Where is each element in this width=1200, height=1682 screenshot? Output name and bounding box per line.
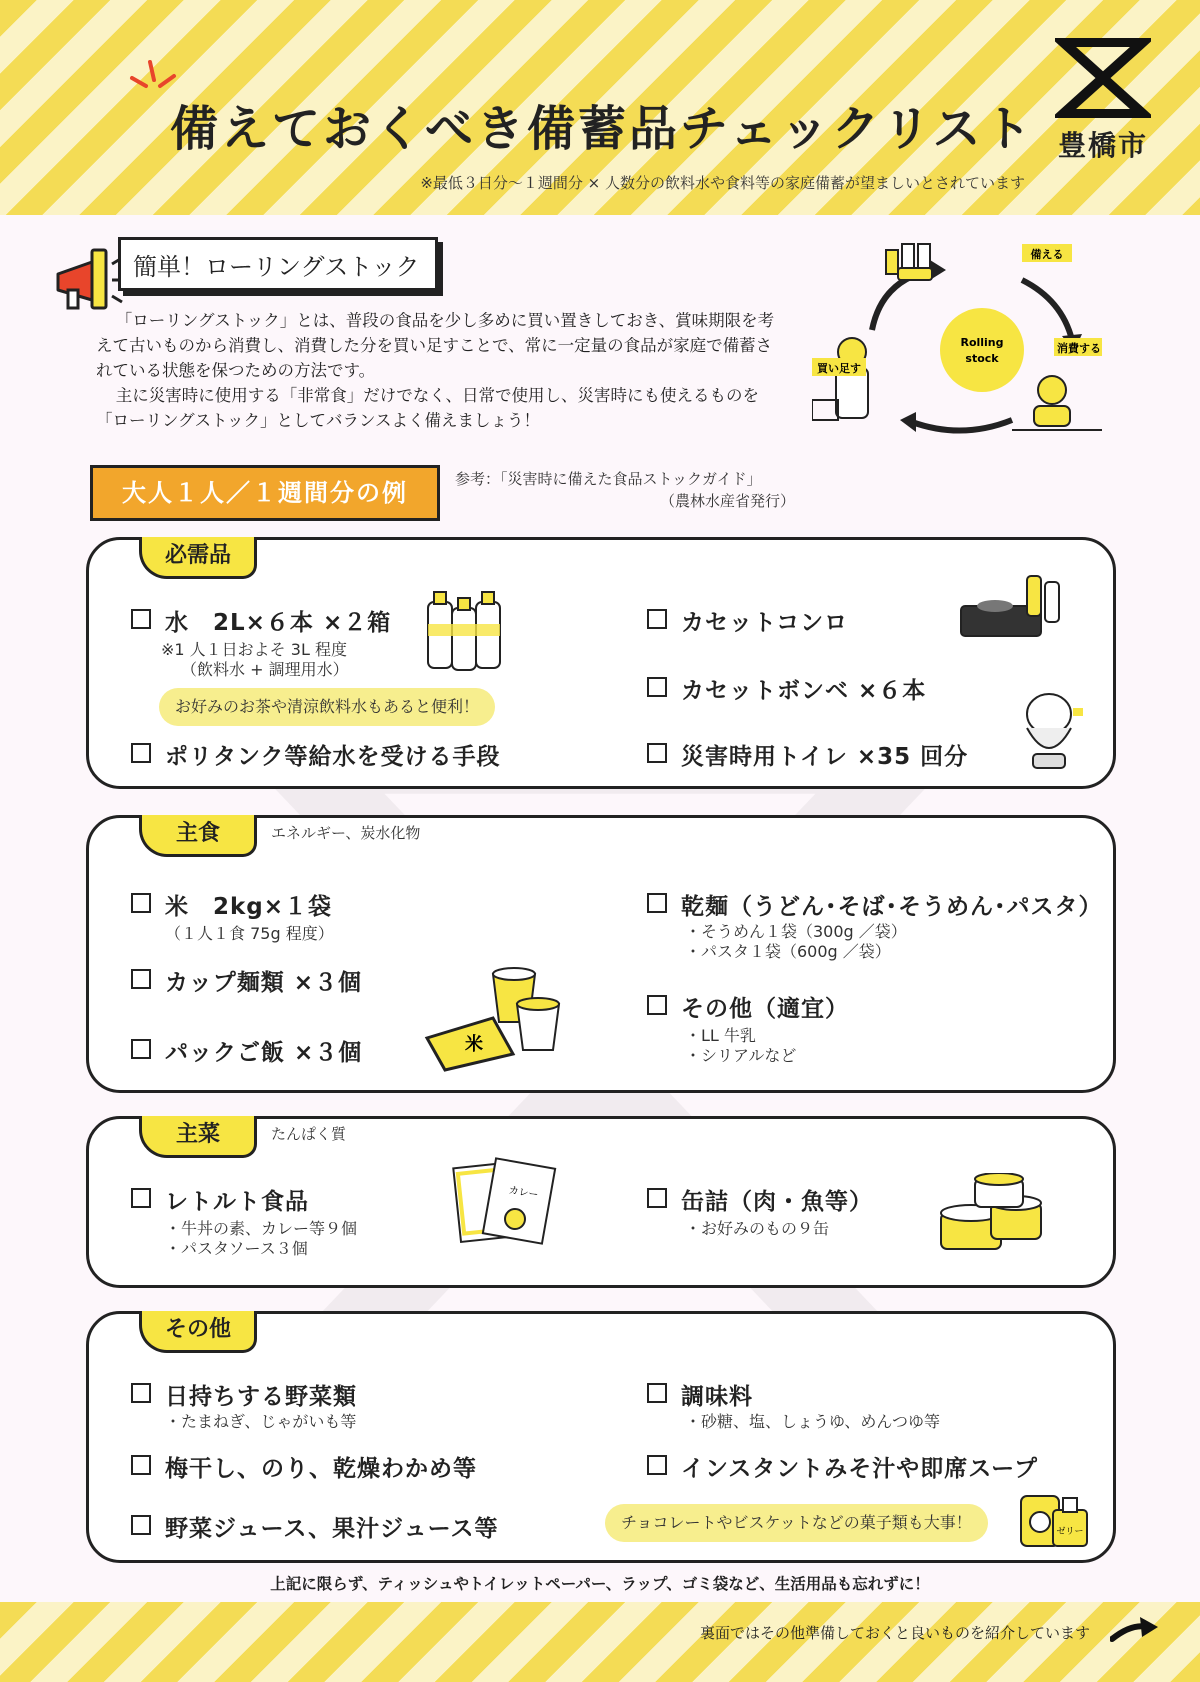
check-item-canned-food[interactable]: 缶詰（肉・魚等）: [647, 1183, 873, 1216]
checkbox[interactable]: [647, 609, 667, 629]
section-note-staple: エネルギー、炭水化物: [271, 824, 421, 842]
other-staple-note-1: ・LL 牛乳: [685, 1026, 756, 1045]
stock-bottles-icon: [886, 244, 932, 280]
rolling-stock-paragraph-2: 主に災害時に使用する「非常食」だけでなく、日常で使用し、災害時にも使えるものを「ローリングストック」としてバランスよく備えましょう！: [96, 386, 759, 430]
vegetables-note: ・たまねぎ、じゃがいも等: [165, 1412, 357, 1431]
checkbox[interactable]: [647, 1383, 667, 1403]
arrow-right-icon: [1110, 1615, 1160, 1645]
check-item-other-staple[interactable]: その他（適宜）: [647, 990, 849, 1023]
page-title: 備えておくべき備蓄品チェックリスト: [170, 101, 1035, 157]
back-page-note: 裏面ではその他準備しておくと良いものを紹介しています: [699, 1624, 1090, 1642]
check-item-water-tank[interactable]: ポリタンク等給水を受ける手段: [131, 738, 501, 771]
shopping-person-icon: [812, 338, 868, 420]
checkbox[interactable]: [131, 743, 151, 763]
footer-note: 上記に限らず、ティッシュやトイレットペーパー、ラップ、ゴミ袋など、生活用品も忘れずに！: [270, 1575, 930, 1593]
rolling-stock-cycle-diagram: [812, 240, 1102, 470]
canned-food-icon: [937, 1173, 1057, 1259]
example-label: 大人１人／１週間分の例: [90, 465, 440, 521]
section-tab-essentials: 必需品: [139, 537, 257, 579]
checkbox[interactable]: [131, 1188, 151, 1208]
checkbox[interactable]: [131, 1455, 151, 1475]
check-item-emergency-toilet[interactable]: 災害時用トイレ ×35 回分: [647, 738, 968, 771]
consuming-person-icon: [1012, 376, 1102, 430]
cycle-center-text: Rolling: [960, 336, 1004, 349]
rolling-stock-paragraph-1: 「ローリングストック」とは、普段の食品を少し多めに買い置きしておき、賞味期限を考えて古いものから消費し、消費した分を買い足すことで、常に一定量の食品が家庭で備蓄されている状態を保つための方法です。: [96, 311, 775, 380]
check-item-juice[interactable]: 野菜ジュース、果汁ジュース等: [131, 1510, 498, 1543]
jelly-label: ゼリー: [1056, 1527, 1084, 1537]
noodles-note-1: ・そうめん１袋（300g ／袋）: [685, 922, 907, 941]
check-item-gas-stove[interactable]: カセットコンロ: [647, 604, 848, 637]
toilet-icon: [1019, 688, 1089, 774]
check-item-retort[interactable]: レトルト食品: [131, 1183, 309, 1216]
cycle-label-prepare: 備える: [1030, 248, 1064, 261]
check-item-vegetables[interactable]: 日持ちする野菜類: [131, 1378, 357, 1411]
canned-note: ・お好みのもの９缶: [685, 1219, 830, 1238]
reference-line-1: 参考：「災害時に備えた食品ストックガイド」: [455, 470, 762, 488]
cycle-label-consume: 消費する: [1057, 342, 1101, 355]
arrow-prepare-to-consume: [1022, 280, 1072, 340]
cycle-center-circle: [940, 308, 1024, 392]
snack-tip-pill: チョコレートやビスケットなどの菓子類も大事！: [605, 1504, 988, 1542]
other-staple-note-2: ・シリアルなど: [685, 1046, 797, 1065]
section-main-dish: [86, 1116, 1116, 1288]
check-item-water[interactable]: 水 2L×６本 ×２箱: [131, 604, 391, 637]
rolling-stock-title: 簡単！ローリングストック: [118, 237, 438, 291]
checkbox[interactable]: [647, 677, 667, 697]
checkbox[interactable]: [131, 969, 151, 989]
reference-line-2: （農林水産省発行）: [660, 492, 796, 510]
check-item-seasoning[interactable]: 調味料: [647, 1378, 753, 1411]
check-item-umeboshi[interactable]: 梅干し、のり、乾燥わかめ等: [131, 1450, 477, 1483]
section-tab-other: その他: [139, 1311, 257, 1353]
checkbox[interactable]: [647, 1188, 667, 1208]
city-logo: [1048, 38, 1158, 164]
seasoning-note: ・砂糖、塩、しょうゆ、めんつゆ等: [685, 1412, 941, 1431]
arrow-consume-to-buy: [912, 420, 1012, 431]
checkbox[interactable]: [131, 1515, 151, 1535]
section-essentials: [86, 537, 1116, 789]
check-item-cup-noodles[interactable]: カップ麺類 ×３個: [131, 964, 362, 997]
section-note-main: たんぱく質: [271, 1125, 347, 1143]
checkbox[interactable]: [131, 609, 151, 629]
water-note-2: （飲料水 + 調理用水）: [181, 660, 349, 679]
cycle-label-buy: 買い足す: [817, 362, 861, 375]
checkbox[interactable]: [647, 1455, 667, 1475]
retort-pouch-icon: [451, 1155, 561, 1245]
page-subtitle: ※最低３日分〜１週間分 × 人数分の飲料水や食料等の家庭備蓄が望ましいとされています: [420, 174, 1025, 192]
checkbox[interactable]: [131, 893, 151, 913]
section-tab-main: 主菜: [139, 1116, 257, 1158]
check-item-dried-noodles[interactable]: 乾麺（うどん･そば･そうめん･パスタ）: [647, 888, 1103, 921]
rice-pack-label: 米: [465, 1034, 483, 1055]
logo-text: 豊橋市: [1057, 129, 1148, 162]
checkbox[interactable]: [647, 743, 667, 763]
gas-stove-icon: [955, 572, 1065, 648]
rolling-stock-description: [96, 308, 786, 433]
check-item-gas-cylinder[interactable]: カセットボンベ ×６本: [647, 672, 926, 705]
rice-note: （１人１食 75g 程度）: [165, 924, 334, 943]
svg-text:stock: stock: [965, 352, 999, 365]
check-item-pack-rice[interactable]: パックご飯 ×３個: [131, 1034, 362, 1067]
reference-note: [455, 468, 795, 512]
snacks-jelly-icon: [1019, 1482, 1099, 1552]
cup-noodles-and-rice-icon: [423, 966, 563, 1074]
checkbox[interactable]: [647, 893, 667, 913]
retort-note-1: ・牛丼の素、カレー等９個: [165, 1219, 358, 1238]
section-staple-food: [86, 815, 1116, 1093]
checkbox[interactable]: [131, 1039, 151, 1059]
check-item-instant-soup[interactable]: インスタントみそ汁や即席スープ: [647, 1450, 1038, 1483]
checkbox[interactable]: [647, 995, 667, 1015]
section-other: [86, 1311, 1116, 1563]
curry-label: カレー: [507, 1185, 540, 1202]
water-bottles-icon: [424, 584, 504, 674]
check-item-rice[interactable]: 米 2kg×１袋: [131, 888, 332, 921]
retort-note-2: ・パスタソース３個: [165, 1239, 308, 1258]
noodles-note-2: ・パスタ１袋（600g ／袋）: [685, 942, 891, 961]
water-note-1: ※1 人１日およそ 3L 程度: [161, 640, 347, 659]
section-tab-staple: 主食: [139, 815, 257, 857]
checkbox[interactable]: [131, 1383, 151, 1403]
water-tip-pill: お好みのお茶や清涼飲料水もあると便利！: [159, 688, 495, 726]
city-mark-icon: [1055, 38, 1151, 118]
